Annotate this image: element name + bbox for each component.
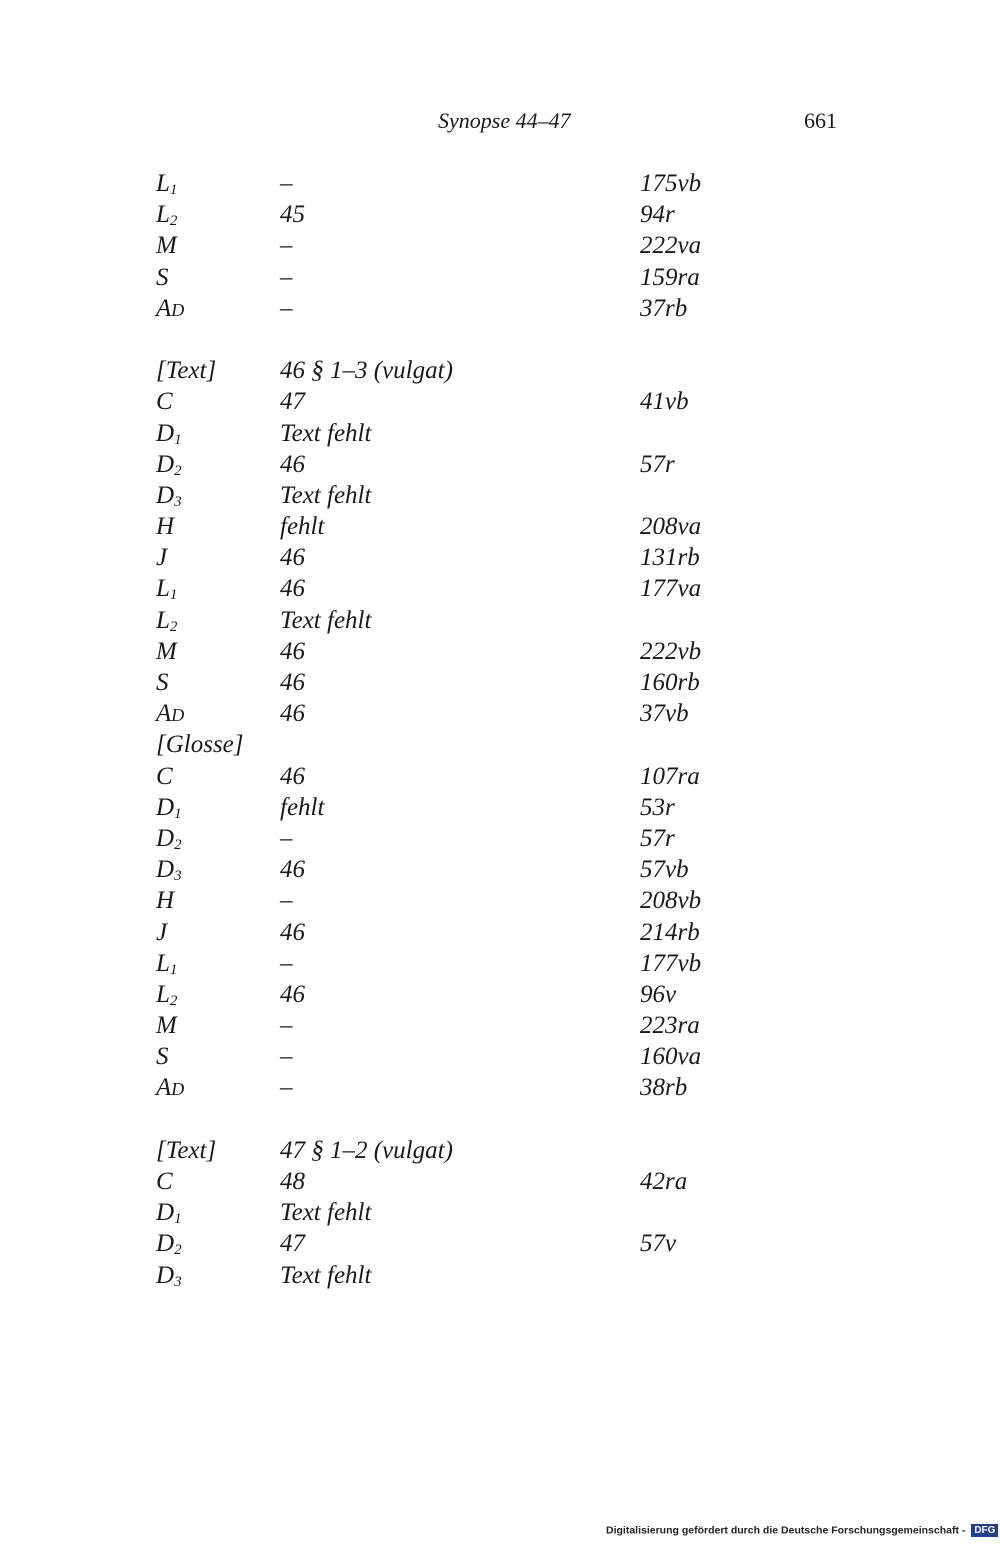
synopsis-row [156, 605, 796, 636]
siglum-letter: D [156, 450, 175, 478]
folio-reference: 96v [640, 980, 677, 1008]
chapter-number: – [280, 824, 293, 852]
running-head [0, 108, 1000, 138]
siglum-subscript: 2 [169, 213, 178, 230]
chapter-number: Text fehlt [280, 419, 372, 447]
synopsis-row [156, 573, 796, 604]
siglum-subscript: 2 [169, 618, 178, 635]
manuscript-siglum [156, 698, 184, 731]
chapter-number: 46 [280, 544, 305, 572]
manuscript-siglum [156, 1010, 177, 1041]
siglum-smallcap: D [171, 299, 185, 320]
chapter-number: 46 [280, 762, 305, 790]
chapter-number: – [280, 232, 293, 260]
folio-reference: 222va [640, 232, 702, 260]
folio-reference: 41vb [640, 388, 689, 416]
chapter-number: – [280, 170, 293, 197]
chapter-number: Text fehlt [280, 1261, 372, 1289]
synopsis-table [156, 168, 796, 1291]
manuscript-siglum [156, 1072, 184, 1105]
folio-reference: 177vb [640, 949, 702, 977]
synopsis-row [156, 1260, 796, 1291]
synopsis-row [156, 1135, 796, 1166]
synopsis-row [156, 1041, 796, 1072]
chapter-number: fehlt [280, 513, 325, 541]
siglum-letter: L [156, 575, 170, 603]
siglum-subscript: 3 [174, 1273, 182, 1290]
synopsis-row [156, 168, 796, 199]
siglum-letter: D [156, 856, 175, 884]
siglum-subscript: 1 [169, 961, 178, 978]
chapter-number: – [280, 1012, 293, 1040]
folio-reference: 42ra [640, 1168, 688, 1195]
synopsis-row [156, 667, 796, 698]
siglum-letter: D [156, 481, 175, 509]
synopsis-row [156, 199, 796, 230]
chapter-number: Text fehlt [280, 606, 372, 634]
chapter-number: 46 [280, 856, 305, 884]
funding-footer [606, 1524, 998, 1537]
folio-reference: 177va [640, 575, 702, 603]
siglum-letter: C [156, 388, 173, 416]
chapter-number: 46 [280, 450, 305, 478]
chapter-number: – [280, 1074, 293, 1102]
manuscript-siglum [156, 636, 177, 667]
siglum-subscript: 2 [174, 462, 182, 479]
dfg-logo: DFG [971, 1524, 998, 1537]
folio-reference: 159ra [640, 263, 700, 291]
chapter-number: fehlt [280, 793, 325, 821]
synopsis-row [156, 1010, 796, 1041]
folio-reference: 160va [640, 1043, 702, 1071]
folio-reference: 175vb [640, 170, 702, 197]
synopsis-row [156, 698, 796, 729]
siglum-letter: J [156, 544, 168, 572]
manuscript-siglum [156, 1166, 173, 1197]
manuscript-siglum [156, 355, 216, 386]
siglum-subscript: 1 [169, 182, 178, 198]
chapter-number: – [280, 263, 293, 291]
folio-reference: 57v [640, 1230, 677, 1258]
synopsis-row [156, 480, 796, 511]
siglum-letter: S [156, 669, 169, 696]
chapter-number: Text fehlt [280, 481, 372, 509]
manuscript-siglum [156, 293, 184, 326]
siglum-letter: D [156, 1230, 175, 1258]
siglum-letter: D [156, 1199, 175, 1227]
manuscript-siglum [156, 511, 174, 542]
siglum-letter: D [156, 793, 175, 821]
page-number: 661 [804, 108, 837, 133]
folio-reference: 94r [640, 201, 675, 229]
siglum-letter: J [156, 918, 168, 946]
folio-reference: 208vb [640, 887, 702, 915]
siglum-letter: C [156, 1168, 173, 1195]
blank-row [156, 1104, 796, 1135]
synopsis-row [156, 262, 796, 293]
chapter-number: 47 [280, 1230, 305, 1258]
folio-reference: 57vb [640, 856, 689, 884]
manuscript-siglum [156, 542, 167, 573]
blank-row [156, 324, 796, 355]
synopsis-row [156, 854, 796, 885]
siglum-letter: A [156, 1074, 172, 1102]
siglum-letter: M [156, 232, 177, 260]
siglum-letter: M [156, 1012, 177, 1040]
siglum-letter: C [156, 762, 173, 790]
manuscript-siglum [156, 667, 169, 698]
synopsis-row [156, 885, 796, 916]
siglum-smallcap: D [171, 705, 185, 726]
chapter-number: – [280, 887, 293, 915]
synopsis-row [156, 1072, 796, 1103]
synopsis-row [156, 636, 796, 667]
synopsis-row [156, 230, 796, 261]
synopsis-row [156, 293, 796, 324]
synopsis-row [156, 355, 796, 386]
siglum-letter: M [156, 637, 177, 665]
siglum-letter: S [156, 1043, 169, 1071]
chapter-number: 47 [280, 388, 305, 416]
siglum-letter: [Text] [156, 357, 217, 385]
siglum-letter: [Text] [156, 1136, 217, 1164]
siglum-subscript: 1 [174, 805, 182, 822]
folio-reference: 37rb [640, 294, 688, 322]
siglum-letter: D [156, 1261, 175, 1289]
folio-reference: 223ra [640, 1012, 700, 1040]
manuscript-siglum [156, 761, 173, 792]
manuscript-siglum [156, 262, 169, 293]
siglum-letter: S [156, 263, 169, 291]
siglum-letter: A [156, 294, 172, 322]
chapter-number: – [280, 1043, 293, 1071]
folio-reference: 57r [640, 450, 675, 478]
siglum-subscript: 2 [174, 1242, 182, 1259]
siglum-subscript: 1 [169, 587, 178, 604]
chapter-number: 45 [280, 201, 305, 229]
chapter-number: 46 [280, 700, 305, 728]
synopsis-row [156, 948, 796, 979]
synopsis-row [156, 542, 796, 573]
synopsis-row [156, 792, 796, 823]
chapter-number: – [280, 949, 293, 977]
siglum-letter: L [156, 980, 170, 1008]
manuscript-siglum [156, 1135, 216, 1166]
folio-reference: 107ra [640, 762, 700, 790]
siglum-subscript: 3 [174, 493, 182, 510]
folio-reference: 57r [640, 824, 675, 852]
synopsis-row [156, 418, 796, 449]
siglum-letter: D [156, 824, 175, 852]
chapter-number: 46 [280, 637, 305, 665]
chapter-number: Text fehlt [280, 1199, 372, 1227]
siglum-subscript: 1 [174, 1211, 182, 1228]
siglum-letter: D [156, 419, 175, 447]
funding-note: Digitalisierung gefördert durch die Deutsche Forschungsgemeinschaft - [606, 1524, 966, 1537]
synopsis-row [156, 1166, 796, 1197]
folio-reference: 53r [640, 793, 675, 821]
chapter-number: 46 [280, 575, 305, 603]
manuscript-siglum [156, 386, 173, 417]
folio-reference: 160rb [640, 669, 700, 696]
siglum-subscript: 3 [174, 868, 182, 885]
siglum-smallcap: D [171, 1079, 185, 1100]
synopsis-row [156, 511, 796, 542]
synopsis-row [156, 823, 796, 854]
folio-reference: 214rb [640, 918, 700, 946]
siglum-letter: H [156, 513, 175, 541]
chapter-number: 48 [280, 1168, 305, 1195]
manuscript-siglum [156, 885, 174, 916]
chapter-number: 46 [280, 918, 305, 946]
synopsis-row [156, 761, 796, 792]
siglum-letter: L [156, 201, 170, 229]
folio-reference: 208va [640, 513, 702, 541]
running-title: Synopse 44–47 [438, 108, 571, 133]
chapter-number: 46 [280, 980, 305, 1008]
synopsis-row [156, 917, 796, 948]
chapter-number: 46 § 1–3 (vulgat) [280, 357, 453, 385]
chapter-number: – [280, 294, 293, 322]
folio-reference: 37vb [640, 700, 689, 728]
folio-reference: 38rb [640, 1074, 688, 1102]
manuscript-siglum [156, 729, 244, 760]
synopsis-row [156, 386, 796, 417]
synopsis-row [156, 1197, 796, 1228]
synopsis-row [156, 729, 796, 760]
chapter-number: 46 [280, 669, 305, 696]
siglum-letter: H [156, 887, 175, 915]
siglum-subscript: 1 [174, 431, 182, 448]
siglum-letter: [Glosse] [156, 731, 244, 759]
folio-reference: 131rb [640, 544, 700, 572]
manuscript-siglum [156, 917, 167, 948]
siglum-letter: L [156, 949, 170, 977]
manuscript-siglum [156, 1041, 169, 1072]
manuscript-siglum [156, 1260, 182, 1298]
siglum-letter: L [156, 170, 170, 197]
chapter-number: 47 § 1–2 (vulgat) [280, 1136, 453, 1164]
siglum-letter: L [156, 606, 170, 634]
siglum-subscript: 2 [169, 992, 178, 1009]
synopsis-row [156, 449, 796, 480]
folio-reference: 222vb [640, 637, 702, 665]
synopsis-row [156, 1228, 796, 1259]
siglum-subscript: 2 [174, 836, 182, 853]
synopsis-row [156, 979, 796, 1010]
manuscript-siglum [156, 230, 177, 261]
siglum-letter: A [156, 700, 172, 728]
